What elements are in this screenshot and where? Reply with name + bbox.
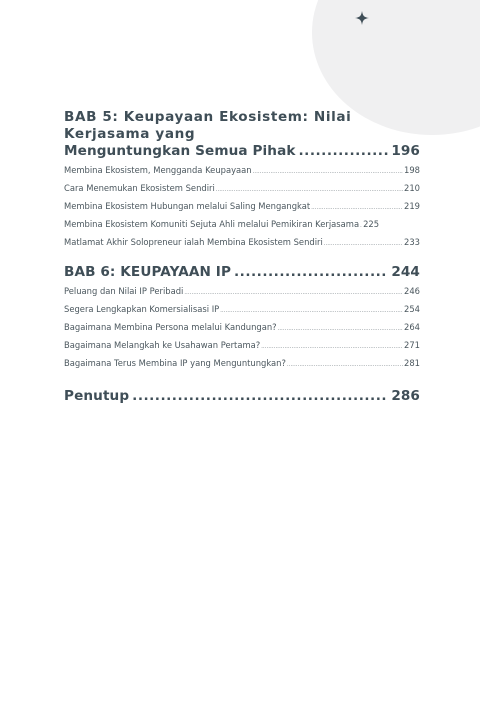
leader-dots	[132, 388, 388, 405]
entry-page: 198	[404, 165, 420, 175]
entry-page: 271	[404, 340, 420, 350]
entry-page: 210	[404, 183, 420, 193]
toc-entry[interactable]	[64, 319, 420, 337]
toc-entry[interactable]	[64, 162, 420, 180]
toc-entry[interactable]	[64, 198, 420, 216]
chapter-5-title-line2: Menguntungkan Semua Pihak	[64, 143, 296, 159]
entry-page: 254	[404, 304, 420, 314]
leader-dots	[184, 285, 403, 301]
table-of-contents	[64, 109, 420, 405]
entry-page: 233	[404, 237, 420, 247]
toc-entry[interactable]	[64, 234, 420, 252]
entry-page: 246	[404, 286, 420, 296]
toc-entry[interactable]	[64, 301, 420, 319]
entry-page: 281	[404, 358, 420, 368]
entry-page: 219	[404, 201, 420, 211]
leader-dots	[216, 182, 403, 198]
penutup-page: 286	[391, 388, 420, 404]
toc-entry[interactable]	[64, 180, 420, 198]
entry-title: Cara Menemukan Ekosistem Sendiri	[64, 183, 215, 193]
leader-dots	[287, 357, 403, 373]
entry-title: Membina Ekosistem Komuniti Sejuta Ahli melalui Pemikiran Kerjasama	[64, 219, 360, 229]
entry-page: 264	[404, 322, 420, 332]
entry-title: Bagaimana Terus Membina IP yang Menguntungkan?	[64, 358, 286, 368]
entry-title: Membina Ekosistem, Mengganda Keupayaan	[64, 165, 252, 175]
leader-dots	[220, 303, 403, 319]
entry-title: Segera Lengkapkan Komersialisasi IP	[64, 304, 220, 314]
entry-title: Bagaimana Melangkah ke Usahawan Pertama?	[64, 340, 261, 350]
toc-entry[interactable]	[64, 355, 420, 373]
penutup-title: Penutup	[64, 388, 130, 404]
entry-title: Membina Ekosistem Hubungan melalui Saling Mengangkat	[64, 201, 311, 211]
chapter-6-page: 244	[391, 264, 420, 280]
leader-dots	[360, 218, 362, 234]
entry-title: Peluang dan Nilai IP Peribadi	[64, 286, 184, 296]
chapter-5-heading[interactable]	[64, 143, 420, 160]
leader-dots	[311, 200, 403, 216]
leader-dots	[324, 236, 403, 252]
leader-dots	[234, 264, 388, 281]
entry-title: Bagaimana Membina Persona melalui Kandungan?	[64, 322, 277, 332]
chapter-5-title-line1: BAB 5: Keupayaan Ekosistem: Nilai Kerjasama yang	[64, 109, 352, 142]
leader-dots	[253, 164, 403, 180]
chapter-6-title: BAB 6: KEUPAYAAN IP	[64, 264, 232, 280]
toc-entry[interactable]	[64, 283, 420, 301]
penutup-heading[interactable]	[64, 388, 420, 405]
leader-dots	[261, 339, 403, 355]
star-icon	[355, 11, 369, 25]
toc-entry[interactable]	[64, 216, 420, 234]
entry-page: 225	[363, 219, 380, 229]
chapter-5-page: 196	[391, 143, 420, 159]
entry-title: Matlamat Akhir Solopreneur ialah Membina Ekosistem Sendiri	[64, 237, 323, 247]
leader-dots	[299, 143, 389, 160]
toc-entry[interactable]	[64, 337, 420, 355]
chapter-6-heading[interactable]	[64, 264, 420, 281]
leader-dots	[278, 321, 403, 337]
